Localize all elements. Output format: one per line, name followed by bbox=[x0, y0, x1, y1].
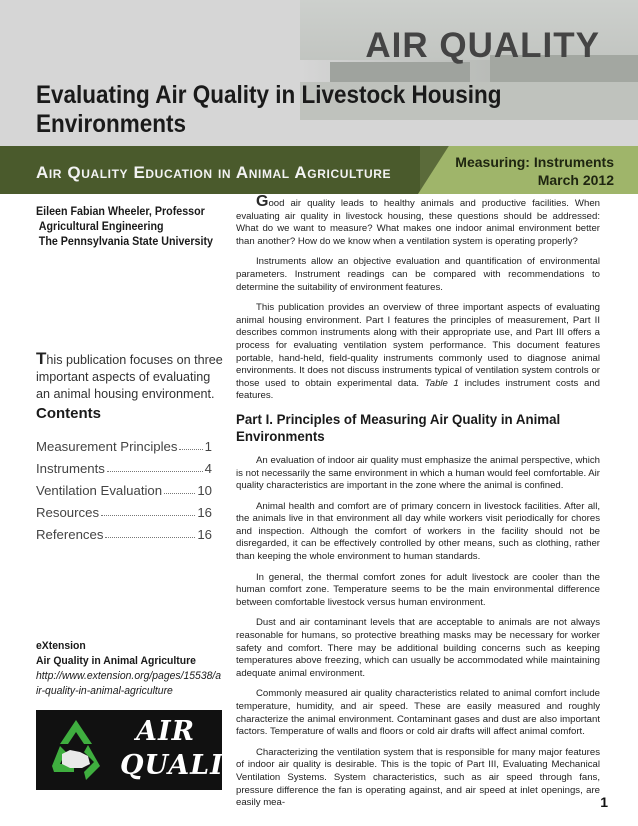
document-title: Evaluating Air Quality in Livestock Housing Environments bbox=[36, 81, 502, 138]
author-dept: Agricultural Engineering bbox=[38, 221, 164, 233]
extension-info bbox=[36, 639, 222, 699]
author-university: The Pennsylvania State University bbox=[38, 236, 213, 248]
contents-title: Contents bbox=[36, 405, 101, 422]
toc-leader bbox=[164, 493, 195, 494]
toc-page: 4 bbox=[204, 461, 212, 476]
author-name: Eileen Fabian Wheeler, Professor bbox=[36, 206, 205, 218]
toc-item[interactable] bbox=[36, 520, 212, 542]
intro-dropcap: T bbox=[36, 349, 47, 368]
logo-word-quality: QUALITY bbox=[120, 750, 266, 781]
toc-page: 16 bbox=[197, 505, 212, 520]
toc-label: Instruments bbox=[36, 461, 105, 476]
body-paragraph bbox=[236, 302, 600, 403]
table-reference: Table 1 bbox=[424, 377, 459, 389]
body-paragraph: Characterizing the ventilation system that is responsible for many major features of indoor air quality is desirable. This is the topic of Part III, Evaluating Mechanical Ventilation Systems. System characteristics, such as air speed through fans, pressure difference the fan is operating against, and air speed at inlet openings, are easily mea- bbox=[236, 746, 600, 809]
toc-item[interactable] bbox=[36, 432, 212, 454]
intro-text bbox=[36, 350, 226, 403]
section-heading: Part I. Principles of Measuring Air Quality in Animal Environments bbox=[236, 410, 561, 444]
body-paragraph-text: ood air quality leads to healthy animals and productive facilities. When evaluating air quality in livestock housing, these questions should be addressed: What do we want to measure? What makes one indoor animal environment better than another? How do we know when a ventilation system is operating properly? bbox=[236, 198, 600, 247]
body-paragraph: In general, the thermal comfort zones for adult livestock are cooler than the human comfort zone. Temperature seems to be the main environmental difference between comfortable livestock versus human environment. bbox=[236, 571, 600, 608]
series-title: Air Quality Education in Animal Agriculture bbox=[36, 163, 392, 182]
topic-block bbox=[455, 153, 614, 189]
body-paragraph-text: includes instrument costs and features. bbox=[236, 377, 600, 402]
toc-leader bbox=[105, 537, 195, 538]
toc-leader bbox=[107, 471, 203, 472]
air-quality-logo bbox=[36, 710, 266, 790]
page-header bbox=[0, 0, 638, 146]
toc-item[interactable] bbox=[36, 454, 212, 476]
body-paragraph-text: This publication provides an overview of three important aspects of evaluating animal housing environment. Part I features the principles of measurement, Part II describes common instruments along with their appropriate use, and Part III offers a process for evaluating ventilation system performance. This document features portable, hand-held, field-quality instruments commonly used to diagnose animal environments. It does not discuss instruments typical of ventilation system controls or those used to obtain experimental data. bbox=[236, 302, 600, 389]
body-paragraph: Animal health and comfort are of primary concern in livestock facilities. After all, the animals live in that environment all day while workers visit periodically for chores and inspection. Although the comfort of workers in the facility should not be disregarded, it can be effectively controlled by other means, such as clothing, rather than keeping the whole environment to human standards. bbox=[236, 500, 600, 563]
author-block bbox=[36, 205, 222, 250]
extension-program: Air Quality in Animal Agriculture bbox=[36, 655, 196, 667]
toc-label: Resources bbox=[36, 505, 100, 520]
toc-item[interactable] bbox=[36, 476, 212, 498]
extension-url[interactable]: http://www.extension.org/pages/15538/air-quality-in-animal-agriculture bbox=[36, 670, 222, 697]
topic-label: Measuring: Instruments bbox=[455, 154, 614, 170]
toc-label: Ventilation Evaluation bbox=[36, 483, 163, 498]
table-of-contents bbox=[36, 432, 212, 542]
toc-leader bbox=[179, 449, 202, 450]
body-paragraph bbox=[236, 193, 600, 248]
toc-page: 10 bbox=[197, 483, 212, 498]
body-dropcap: G bbox=[256, 193, 269, 210]
toc-page: 16 bbox=[197, 527, 212, 542]
main-body bbox=[236, 193, 600, 818]
extension-org: eXtension bbox=[36, 640, 86, 652]
recycle-icon bbox=[40, 714, 112, 786]
body-paragraph: Instruments allow an objective evaluation and quantification of environmental parameters. Instrument readings can be compared with recommendations to determine the suitability of environment features. bbox=[236, 256, 600, 293]
toc-label: Measurement Principles bbox=[36, 439, 178, 454]
page-number: 1 bbox=[600, 794, 608, 810]
body-paragraph: An evaluation of indoor air quality must emphasize the animal perspective, which is not necessarily the same environment in which a human would feel comfortable. Air quality characteristics are important in the zone where the animal is confined. bbox=[236, 454, 600, 492]
publication-date: March 2012 bbox=[537, 172, 614, 188]
toc-page: 1 bbox=[204, 439, 212, 454]
toc-item[interactable] bbox=[36, 498, 212, 520]
body-paragraph: Commonly measured air quality characteristics related to animal comfort include temperature, humidity, and air speed. These are easily measured and roughly characterize the animal environment. Contaminant gases and dust are also important factors. Temperature of walls and floors or cold air drafts will affect animal comfort. bbox=[236, 688, 600, 738]
toc-leader bbox=[101, 515, 195, 516]
logo-word-air: AIR bbox=[136, 716, 196, 747]
toc-label: References bbox=[36, 527, 104, 542]
intro-body: his publication focuses on three important aspects of evaluating an animal housing environment. bbox=[36, 353, 223, 401]
body-paragraph: Dust and air contaminant levels that are acceptable to animals are not always reasonable for humans, so protective breathing masks may be necessary for worker safety and comfort. There may be additional building concerns such as keeping temperatures above freezing, which can usually be accommodated while maintaining adequate animal environment. bbox=[236, 617, 600, 679]
category-title: AIR QUALITY bbox=[365, 26, 600, 65]
